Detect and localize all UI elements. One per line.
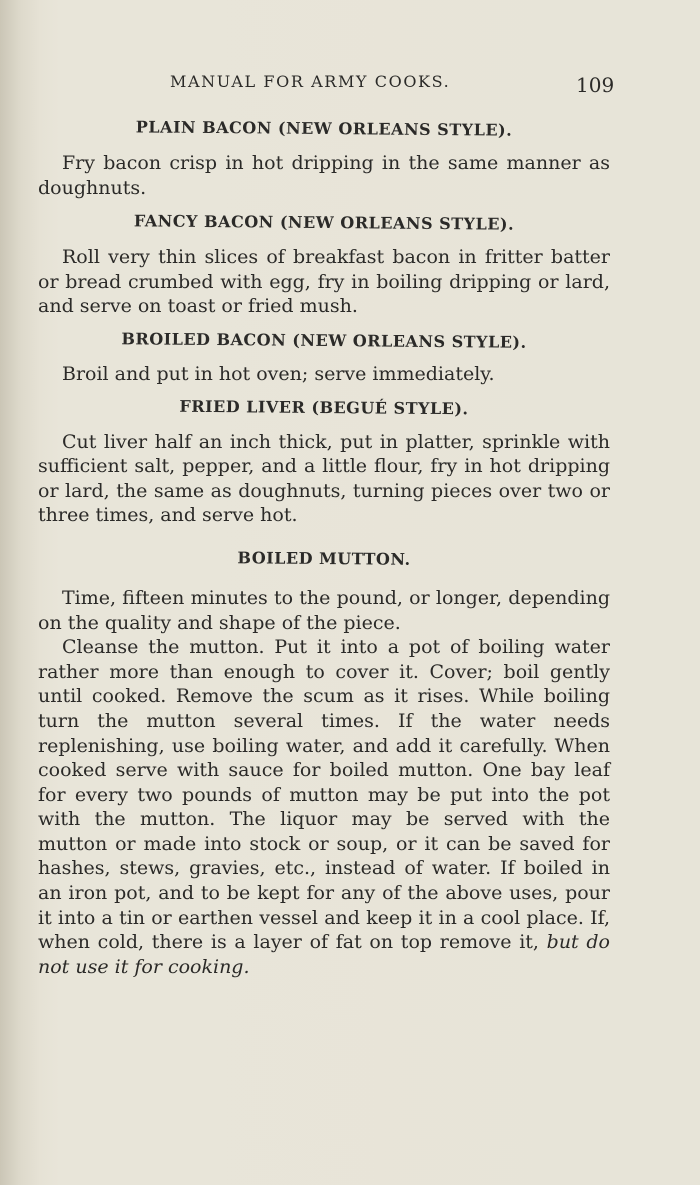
recipe-closing-italic: but do not use it for cooking.	[38, 931, 610, 978]
recipe-heading: FRIED LIVER (BEGUÉ STYLE).	[179, 396, 469, 418]
recipe-plain-bacon	[38, 116, 610, 200]
recipe-paragraph-last	[38, 635, 610, 979]
recipe-paragraph: Cut liver half an inch thick, put in platter, sprinkle with sufficient salt, pepper, and a little flour, fry in hot dripping or lard, the same as doughnuts, turning pieces over two or three times, and serve hot.	[38, 430, 610, 527]
recipe-heading: PLAIN BACON (NEW ORLEANS STYLE).	[135, 117, 513, 140]
running-title: MANUAL FOR ARMY COOKS.	[170, 72, 451, 91]
page-number: 109	[576, 73, 615, 97]
recipe-paragraph: Fry bacon crisp in hot dripping in the same manner as doughnuts.	[38, 152, 610, 199]
recipe-heading: BROILED BACON (NEW ORLEANS STYLE).	[121, 329, 527, 352]
page-header	[0, 66, 700, 96]
recipe-heading: FANCY BACON (NEW ORLEANS STYLE).	[133, 211, 515, 234]
recipe-boiled-mutton	[38, 546, 610, 980]
recipe-fried-liver	[38, 395, 610, 528]
recipe-paragraph: Broil and put in hot oven; serve immediately.	[62, 362, 495, 385]
recipe-body-text: Cleanse the mutton. Put it into a pot of boiling water rather more than enough to cover it. Cover; boil gently until cooked. Remove the scum as it rises. While boiling turn the mutton several times. If the water needs replenishing, use boiling water, and add it carefully. When cooked serve with sauce for boiled mutton. One bay leaf for every two pounds of mutton may be put into the pot with the mutton. The liquor may be served with the mutton or made into stock or soup, or it can be saved for hashes, stews, gravies, etc., instead of water. If boiled in an iron pot, and to be kept for any of the above uses, pour it into a tin or earthen vessel and keep it in a cool place. If, when cold, there is a layer of fat on top remove it,	[38, 636, 610, 954]
recipe-paragraph: Time, fifteen minutes to the pound, or longer, depending on the quality and shape of the piece.	[38, 586, 610, 634]
recipe-broiled-bacon	[38, 328, 610, 387]
page-content	[38, 116, 610, 979]
recipe-fancy-bacon	[38, 210, 610, 319]
recipe-heading: BOILED MUTTON.	[237, 548, 411, 569]
recipe-paragraph: Roll very thin slices of breakfast bacon in fritter batter or bread crumbed with egg, fry in boiling dripping or lard, and serve on toast or fried mush.	[38, 246, 610, 318]
